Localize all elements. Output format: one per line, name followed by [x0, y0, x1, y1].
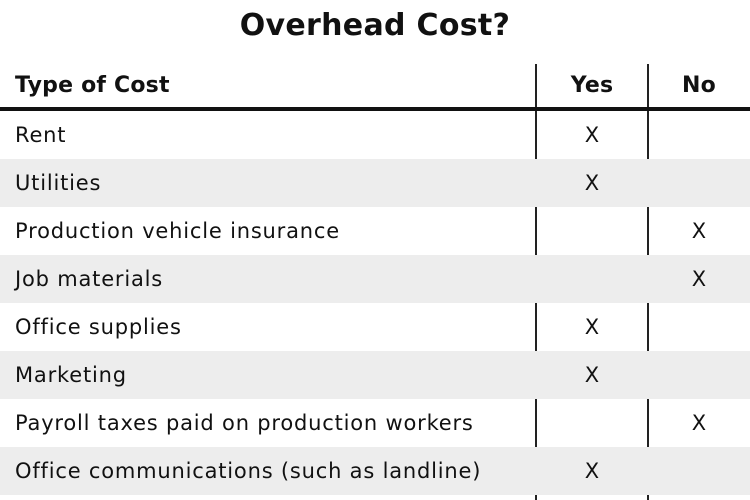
page-title: Overhead Cost? — [239, 8, 511, 43]
yes-mark-cell: X — [584, 123, 600, 147]
cost-type-cell: Office communications (such as landline) — [15, 459, 482, 483]
cost-type-cell: Utilities — [15, 171, 102, 195]
yes-mark-cell: X — [584, 171, 600, 195]
cost-type-cell: Marketing — [15, 363, 127, 387]
table-row — [0, 255, 750, 303]
table-row — [0, 159, 750, 207]
yes-mark-cell: X — [584, 315, 600, 339]
table-row — [0, 447, 750, 495]
table-row — [0, 111, 750, 159]
yes-mark-cell: X — [584, 363, 600, 387]
cost-type-cell: Office supplies — [15, 315, 182, 339]
overhead-cost-table — [0, 64, 750, 495]
header-type-of-cost: Type of Cost — [15, 73, 170, 98]
table-row — [0, 351, 750, 399]
yes-mark-cell: X — [584, 459, 600, 483]
header-yes: Yes — [570, 73, 614, 98]
table-row — [0, 399, 750, 447]
no-mark-cell: X — [691, 219, 707, 243]
cost-type-cell: Payroll taxes paid on production workers — [15, 411, 474, 435]
table-header-row — [0, 64, 750, 111]
cost-type-cell: Production vehicle insurance — [15, 219, 340, 243]
cost-type-cell: Rent — [15, 123, 67, 147]
header-no: No — [682, 73, 716, 98]
table-row — [0, 207, 750, 255]
cost-type-cell: Job materials — [15, 267, 164, 291]
no-mark-cell: X — [691, 411, 707, 435]
no-mark-cell: X — [691, 267, 707, 291]
table-row — [0, 303, 750, 351]
